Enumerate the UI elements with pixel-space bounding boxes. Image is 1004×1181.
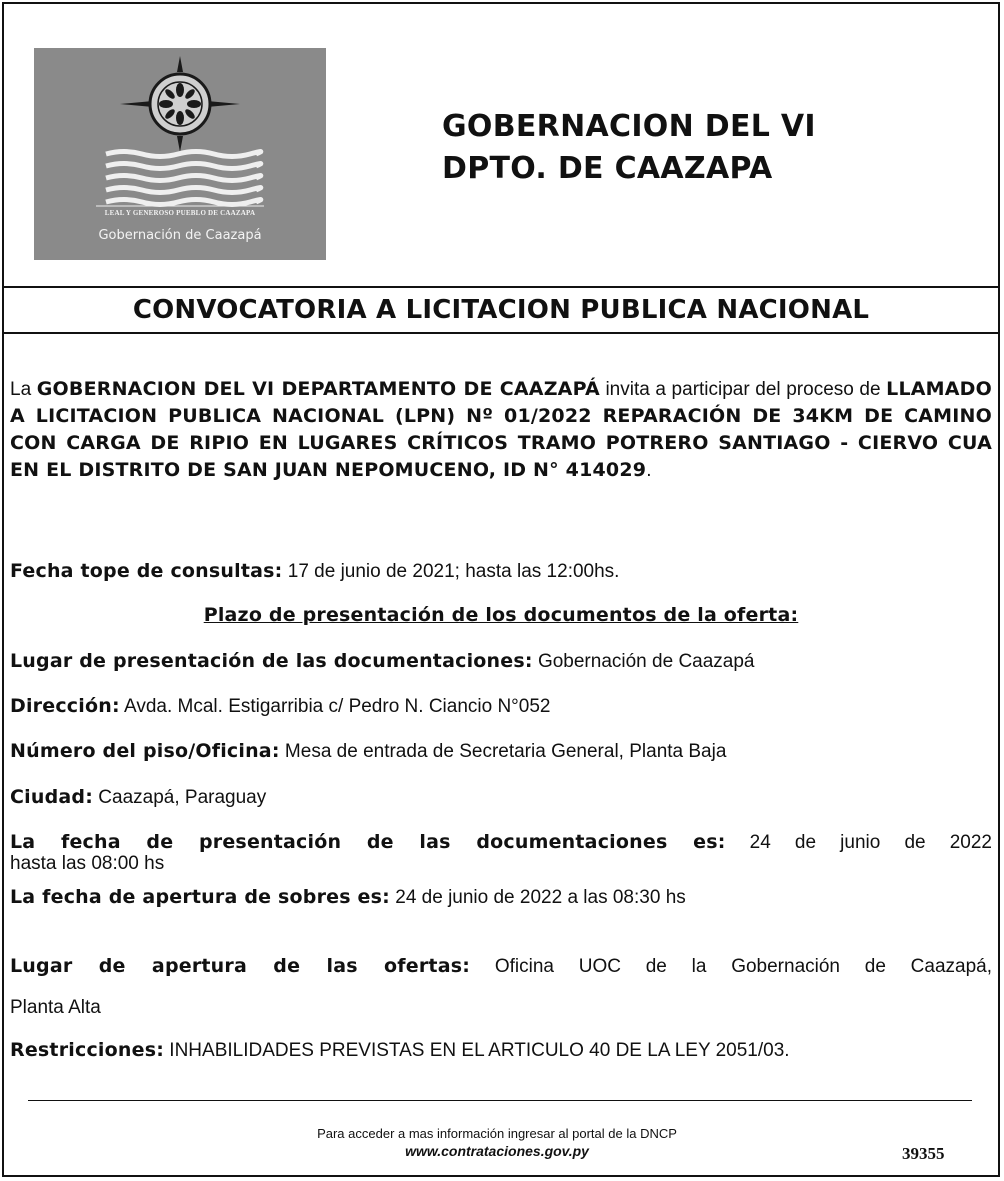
- apertura-row: [10, 884, 992, 911]
- intro-paragraph: [10, 376, 992, 484]
- fecha-presentacion-value-2: hasta las 08:00 hs: [10, 853, 165, 874]
- direccion-value: Avda. Mcal. Estigarribia c/ Pedro N. Ciancio N°052: [119, 696, 551, 717]
- lugar-row: [10, 648, 992, 675]
- organization-title-line2: DPTO. DE CAAZAPA: [442, 151, 773, 186]
- ciudad-value: Caazapá, Paraguay: [93, 787, 267, 808]
- lugar-apertura-label: Lugar de apertura de las ofertas:: [10, 955, 471, 977]
- consultas-label: Fecha tope de consultas:: [10, 560, 283, 582]
- direccion-label: Dirección:: [10, 695, 120, 717]
- intro-text-2: invita a participar del proceso de: [599, 379, 887, 400]
- piso-label: Número del piso/Oficina:: [10, 740, 280, 762]
- restricciones-label: Restricciones:: [10, 1039, 165, 1061]
- logo-name: Gobernación de Caazapá: [98, 228, 262, 243]
- consultas-row: [10, 558, 992, 585]
- footer-divider: [28, 1100, 972, 1101]
- piso-value: Mesa de entrada de Secretaria General, Planta Baja: [279, 741, 727, 762]
- lugar-label: Lugar de presentación de las documentaciones:: [10, 650, 533, 672]
- lugar-apertura-row-2: [10, 994, 992, 1021]
- consultas-value: 17 de junio de 2021; hasta las 12:00hs.: [282, 561, 620, 582]
- lugar-value: Gobernación de Caazapá: [532, 651, 755, 672]
- direccion-row: [10, 693, 992, 720]
- ciudad-row: [10, 784, 992, 811]
- piso-row: [10, 738, 992, 765]
- lugar-apertura-value: Oficina UOC de la Gobernación de Caazapá,: [494, 956, 992, 977]
- plazo-heading: [10, 602, 992, 629]
- reference-number: 39355: [902, 1144, 945, 1163]
- fecha-presentacion-row-2: [10, 854, 992, 874]
- fecha-presentacion-value: 24 de junio de 2022: [749, 832, 992, 853]
- fecha-presentacion-label: La fecha de presentación de las documentaciones es:: [10, 831, 726, 853]
- notice-body: [10, 376, 992, 1061]
- lugar-apertura-row: [10, 953, 992, 980]
- header: [4, 4, 998, 288]
- organization-title-line1: GOBERNACION DEL VI: [442, 109, 816, 144]
- ciudad-label: Ciudad:: [10, 786, 94, 808]
- organization-title: [442, 106, 816, 190]
- restricciones-value: INHABILIDADES PREVISTAS EN EL ARTICULO 40 DE LA LEY 2051/03.: [164, 1040, 790, 1061]
- intro-tender-name: LLAMADO A LICITACION PUBLICA NACIONAL (LPN) Nº 01/2022 REPARACIÓN DE 34KM DE CAMINO CON CARGA DE RIPIO EN LUGARES CRÍTICOS TRAMO POTRERO SANTIAGO - CIERVO CUA EN EL DISTRITO DE SAN JUAN NEPOMUCENO, ID N° 414029: [10, 378, 992, 481]
- intro-text-3: .: [646, 460, 652, 481]
- banner: [4, 286, 998, 334]
- lugar-apertura-value-2: Planta Alta: [10, 997, 101, 1018]
- footer-url-link[interactable]: www.contrataciones.gov.py: [405, 1143, 589, 1159]
- fecha-presentacion-row: [10, 830, 992, 855]
- apertura-label: La fecha de apertura de sobres es:: [10, 886, 390, 908]
- logo-motto: LEAL Y GENEROSO PUEBLO DE CAAZAPA: [104, 209, 256, 217]
- intro-text-1: La: [10, 379, 37, 400]
- footer-info: Para acceder a mas información ingresar al portal de la DNCP: [317, 1126, 677, 1141]
- plazo-heading-text: Plazo de presentación de los documentos de la oferta:: [203, 604, 799, 626]
- logo-gobernacion-caazapa: [34, 48, 326, 260]
- restricciones-row: [10, 1037, 992, 1064]
- intro-organization: GOBERNACION DEL VI DEPARTAMENTO DE CAAZAPÁ: [36, 378, 600, 400]
- apertura-value: 24 de junio de 2022 a las 08:30 hs: [389, 887, 686, 908]
- banner-title: CONVOCATORIA A LICITACION PUBLICA NACIONAL: [132, 295, 870, 325]
